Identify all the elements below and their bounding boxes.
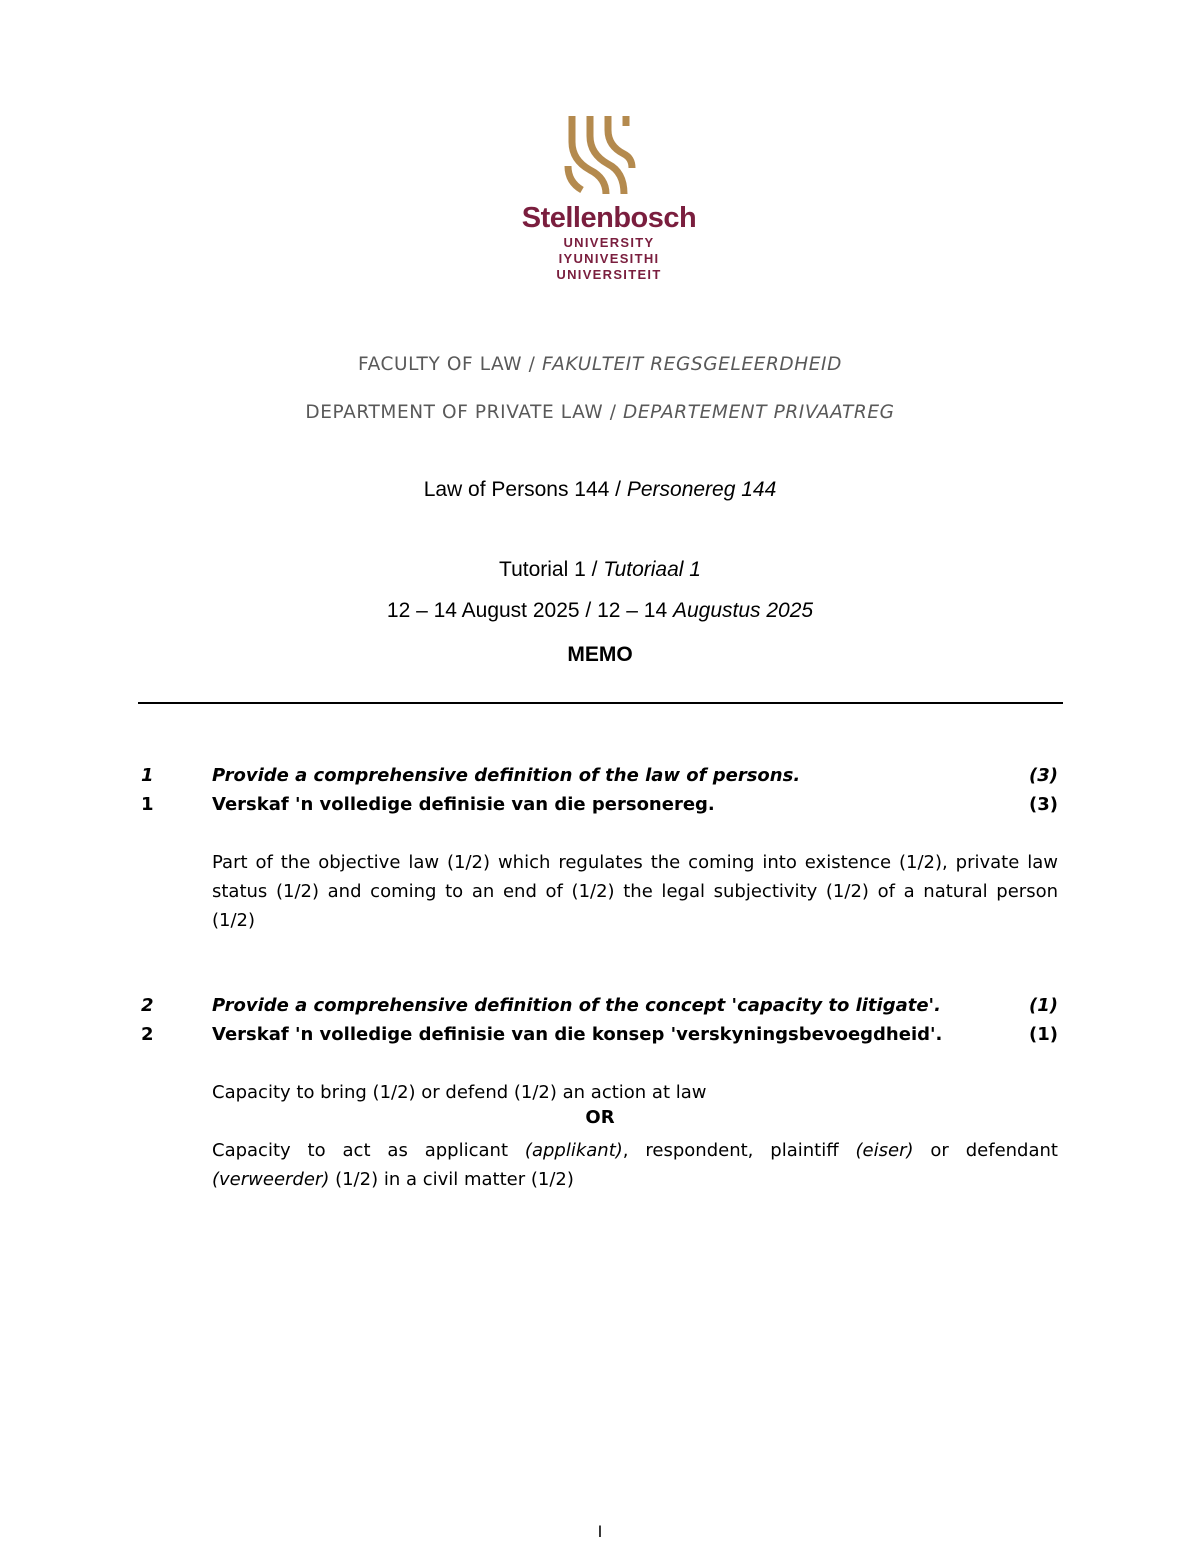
answer-text: , respondent, plaintiff <box>622 1140 839 1161</box>
question-text: Verskaf 'n volledige definisie van die konsep 'verskyningsbevoegdheid'. <box>212 1024 943 1045</box>
answer-text: (1/2) in a civil matter (1/2) <box>335 1169 574 1190</box>
question-mark: (1) <box>1029 995 1058 1016</box>
answer-2a: Capacity to bring (1/2) or defend (1/2) an action at law <box>212 1082 707 1103</box>
logo-sub-line: IYUNIVESITHI <box>558 251 660 266</box>
tutorial-af: Tutoriaal 1 <box>603 558 701 581</box>
tutorial-title <box>0 558 1200 582</box>
question-mark: (1) <box>1029 1024 1058 1045</box>
answer-term: (verweerder) <box>212 1169 330 1190</box>
question-mark: (3) <box>1029 765 1058 786</box>
question-text: Verskaf 'n volledige definisie van die personereg. <box>212 794 715 815</box>
course-en: Law of Persons 144 / <box>423 478 621 501</box>
page-number: I <box>597 1522 603 1541</box>
dept-en: DEPARTMENT OF PRIVATE LAW / <box>305 402 617 423</box>
or-separator: OR <box>585 1107 615 1128</box>
answer-2b <box>212 1136 1058 1194</box>
faculty-en: FACULTY OF LAW / <box>358 354 536 375</box>
answer-text: Capacity to act as applicant <box>212 1140 509 1161</box>
question-number: 1 <box>141 765 154 786</box>
dates-en: 12 – 14 August 2025 / 12 – 14 <box>386 599 668 622</box>
question-number: 2 <box>141 1024 154 1045</box>
department-heading <box>0 402 1200 423</box>
faculty-heading <box>0 354 1200 375</box>
question-text: Provide a comprehensive definition of the law of persons. <box>212 765 801 786</box>
tutorial-dates <box>0 599 1200 623</box>
answer-text: or defendant <box>930 1140 1058 1161</box>
faculty-af: FAKULTEIT REGSGELEERDHEID <box>541 354 842 375</box>
answer-term: (eiser) <box>855 1140 914 1161</box>
logo-name: Stellenbosch <box>521 202 697 234</box>
dates-af: Augustus 2025 <box>672 599 814 622</box>
course-title <box>0 478 1200 502</box>
answer-term: (applikant) <box>524 1140 623 1161</box>
dept-af: DEPARTEMENT PRIVAATREG <box>623 402 895 423</box>
question-number: 1 <box>141 794 154 815</box>
tutorial-en: Tutorial 1 / <box>499 558 598 581</box>
stellenbosch-emblem-icon <box>562 112 638 198</box>
question-mark: (3) <box>1029 794 1058 815</box>
logo-sub-line: UNIVERSITY <box>563 235 655 250</box>
memo-label: MEMO <box>567 643 633 666</box>
university-logo <box>0 112 1200 283</box>
answer-1: Part of the objective law (1/2) which regulates the coming into existence (1/2), private law status (1/2) and coming to an end of (1/2) the legal subjectivity (1/2) of a natural person (1/2) <box>212 852 1058 931</box>
question-text: Provide a comprehensive definition of the concept 'capacity to litigate'. <box>212 995 941 1016</box>
logo-sub-line: UNIVERSITEIT <box>556 267 662 282</box>
course-af: Personereg 144 <box>626 478 777 501</box>
question-number: 2 <box>141 995 154 1016</box>
horizontal-divider <box>138 702 1063 704</box>
